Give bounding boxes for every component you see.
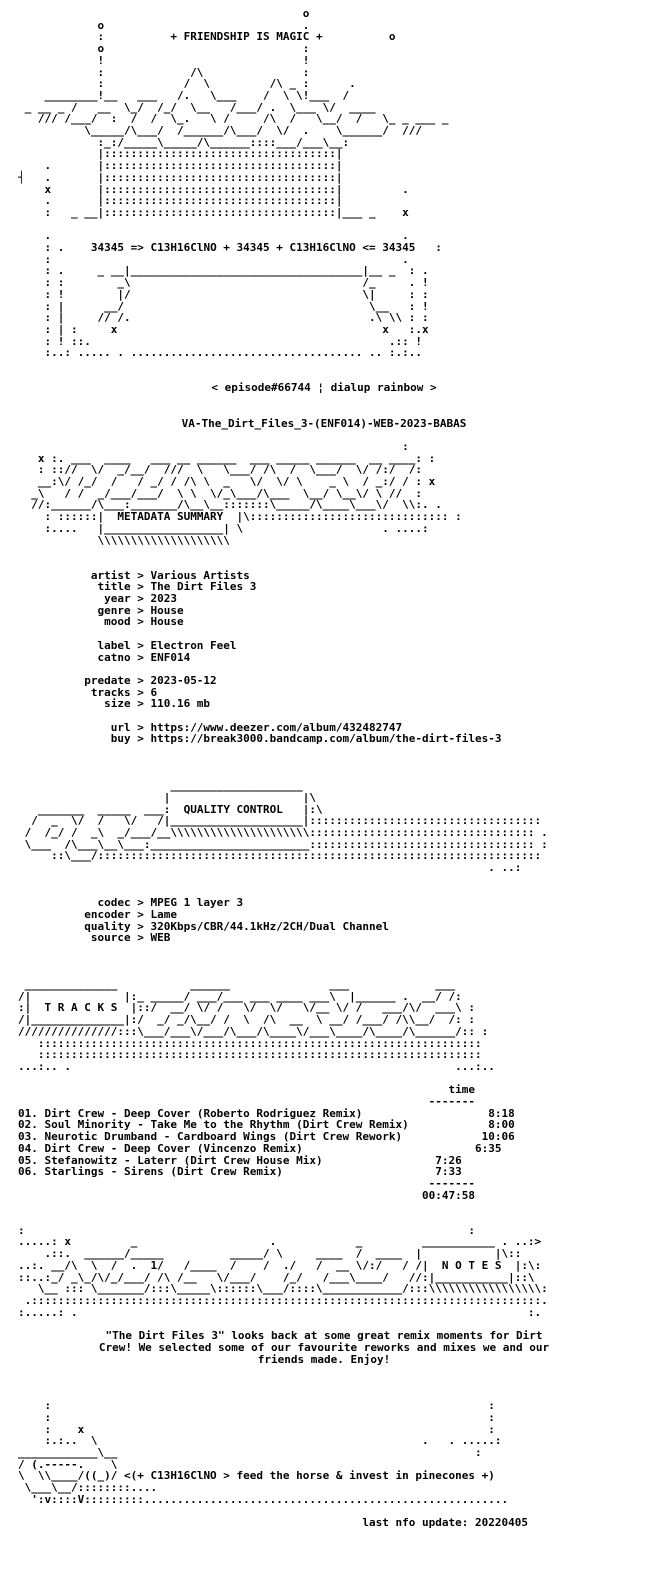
quality-section-title: QUALITY CONTROL	[183, 802, 283, 816]
quality-quality: 320Kbps/CBR/44.1kHz/2CH/Dual Channel	[150, 919, 389, 933]
track-5-title: Stefanowitz - Laterr (Dirt Crew House Mix)	[44, 1153, 323, 1167]
track-2-num: 02.	[18, 1118, 38, 1132]
tracks-section-title: T R A C K S	[44, 1001, 118, 1015]
track-1-time: 8:18	[488, 1106, 515, 1120]
track-4-time: 6:35	[474, 1141, 502, 1155]
notes-section-title: N O T E S	[441, 1258, 502, 1272]
track-4-num: 04.	[18, 1141, 38, 1155]
quality-codec: MPEG 1 layer 3	[150, 896, 244, 910]
meta-buy: https://break3000.bandcamp.com/album/the-dirt-files-3	[150, 732, 502, 746]
track-6-title: Starlings - Sirens (Dirt Crew Remix)	[44, 1165, 283, 1179]
meta-catno: ENF014	[150, 650, 191, 664]
track-2-title: Soul Minority - Take Me to the Rhythm (Dirt Crew Remix)	[44, 1118, 409, 1132]
track-6-time: 7:33	[435, 1165, 462, 1179]
meta-mood: House	[150, 615, 184, 629]
meta-title: The Dirt Files 3	[150, 580, 257, 594]
track-3-time: 10:06	[481, 1130, 515, 1144]
tracks-time-header: time	[448, 1083, 475, 1097]
footer-slogan: <(+ C13H16ClNO > feed the horse & invest in pinecones +)	[123, 1469, 495, 1483]
meta-size: 110.16 mb	[150, 697, 211, 711]
episode-line: < episode#66744 ¦ dialup rainbow >	[211, 381, 437, 395]
release-name: VA-The_Dirt_Files_3-(ENF014)-WEB-2023-BABAS	[181, 416, 467, 430]
metadata-section-title: METADATA SUMMARY	[117, 510, 224, 524]
meta-predate: 2023-05-12	[150, 673, 217, 687]
meta-url: https://www.deezer.com/album/432482747	[150, 720, 403, 734]
meta-artist: Various Artists	[150, 568, 250, 582]
tagline: + FRIENDSHIP IS MAGIC +	[170, 30, 323, 44]
notes-line-1: "The Dirt Files 3" looks back at some great remix moments for Dirt	[105, 1329, 543, 1343]
formula: 34345 => C13H16ClNO + 34345 + C13H16ClNO <= 34345	[90, 241, 416, 255]
last-update: last nfo update: 20220405	[362, 1516, 528, 1529]
track-3-num: 03.	[18, 1130, 38, 1144]
track-2-time: 8:00	[488, 1118, 515, 1132]
track-6-num: 06.	[18, 1165, 38, 1179]
track-4-title: Dirt Crew - Deep Cover (Vincenzo Remix)	[44, 1141, 303, 1155]
track-5-time: 7:26	[435, 1153, 462, 1167]
track-3-title: Neurotic Drumband - Cardboard Wings (Dirt Crew Rework)	[44, 1130, 403, 1144]
track-5-num: 05.	[18, 1153, 38, 1167]
track-1-num: 01.	[18, 1106, 38, 1120]
meta-label: Electron Feel	[150, 638, 237, 652]
tracks-total: 00:47:58	[421, 1188, 475, 1202]
meta-year: 2023	[150, 592, 177, 606]
notes-line-2: Crew! We selected some of our favourite reworks and mixes we and our	[98, 1340, 550, 1354]
quality-source: WEB	[150, 931, 171, 945]
notes-line-3: friends made. Enjoy!	[257, 1352, 391, 1366]
nfo-document: o o . : + FRIENDSHIP IS MAGIC + o o : ! ! : /\ : : / \ /\ _ : . ________!__ ___ /. \___ / \ \!___ / _ __ _ / __ \_/ /_/ \__ /___/ . \___ \/ ____ /// /___/ : / / \_. \ / /\ / \__/ / \_ _ ___ _ \_____/\___/ /______/\___/ \/ . \______/ /// :_:/_____\_____/\______::::___/___\__: |:::::::::::::::::::::::::::::::::::| . |:::::::::::::::::::::::::::::::::::| ┤ . |:::::::::::::::::::::::::::::::::::| x |:::::::::::::::::::::::::::::::::::| . . |:::::::::::::::::::::::::::::::::::| : _ __|:::::::::::::::::::::::::::::::::::|___ _ x . . : . 34345 => C13H16ClNO + 34345 + C13H16ClNO <= 34345 : : . : . _ __|___________________________________|__ _ : . : : _\ /_ . ! : ! |/ \| : : : | __/ \__ : ! : | // /. .\ \\ : : : | : x x :.x : ! ::. .:: ! :..: ..... . ................................... .. :.:.. < episode#66744 ¦ dialup rainbow > VA-The_Dirt_Files_3-(ENF014)-WEB-2023-BABAS : x :. ___ ____ ___ __ ______ ___ _____ ______ __ ____: : : ::// \/ _/__/ /// \ \___/ /\ / \___/ \/ /:/ /: __:\/ /_/ / / _/ / /\ \ _ \/ \/ \ _ \ / _:/ / : x _\ / / _/___/___/ \ \ \/_\___/\___ \__/ \__\/ \ // : //:______/\___:_______/\__\__:::::::\_____/\____\___\/ \\:. . : ::::::| METADATA SUMMARY |\:::::::::::::::::::::::::::::: : :.... |__________________| \ . ....: \\\\\\\\\\\\\\\\\\\\ artist > Various Artists title > The Dirt Files 3 year > 2023 genre > House mood > House label > Electron Feel catno > ENF014 predate > 2023-05-12 tracks > 6 size > 110.16 mb url > https://www.deezer.com/album/432482747 buy > https://break3000.bandcamp.com/album/the-dirt-files-3 ____________________ | |\ _______ _____ ___: QUALITY CONTROL |:\ / _ \/ / \/ /|____________________|::::::::::::::::::::::::::::::::::: / /_/ / _\ _/___/__\\\\\\\\\\\\\\\\\\\\\:::::::::::::::::::::::::::::::::: . \___ /\___\__\___:________________________:::::::::::::::::::::::::::::::::: : ::\___/::::::::::::::::::::::::::::::::::::::::::::::::::::::::::::::::::: . ..: codec > MPEG 1 layer 3 encoder > Lame quality > 320Kbps/CBR/44.1kHz/2CH/Dual Channel source > WEB ______________ ______ ___ ___ /| |:_ _____/ ___/___ ___ ____ ___\ |______ . __/ /: :| T R A C K S |::/ __/ \/ / \/ \/ \/__ \/ / ___/\/ ___\ : /|______________|:/ _/ _/\__/ / \ /\ __ \ __/ /___/ /\\__/ /: : ///////////////:::\___/___\/___/\___/\____\/___\____/\____/\______/:: : ::::::::::::::::::::::::::::::::::::::::::::::::::::::::::::::::::: ::::::::::::::::::::::::::::::::::::::::::::::::::::::::::::::::::: ...:.. . ...:.. time ------- 01. Dirt Crew - Deep Cover (Roberto Rodriguez Remix) 8:18 02. Soul Minority - Take Me to the Rhythm (Dirt Crew Remix) 8:00 03. Neurotic Drumband - Cardboard Wings (Dirt Crew Rework) 10:06 04. Dirt Crew - Deep Cover (Vincenzo Remix) 6:35 05. Stefanowitz - Laterr (Dirt Crew House Mix) 7:26 06. Starlings - Sirens (Dirt Crew Remix) 7:33 ------- 00:47:58 : : .....: x _ . _ ___________ . ..:> .::. ______/_____ _____/ \ ____ / ____ | |\:: ..:. __/\ \ / . 1/ /____ / / ./ / __ \/:/ / /| N O T E S |:\: ::..:_/ _\_/\/_/___/ /\ /__ \/___/ /_/ /___\____/ //:|___________|::\ \__ ::: \_______/:::\_____\::::::\___/::::\____________/:::\\\\\\\\\\\\\\\\\: .:::::::::::::::::::::::::::::::::::::::::::::::::::::::::::::::::::::::::::::. :.....: . :. "The Dirt Files 3" looks back at some great remix moments for Dirt Crew! We selected some of our favourite reworks and mixes we and our friends made. Enjoy! : : : : : x : :.:.. \ . . .....: ____________\__ : / (.-----. \ \ \\____/((_)/ <(+ C13H16ClNO > feed the horse & invest in pinecones +) \___\__/::::::::.... ':v::::V:::::::::....................................................... last nfo update: 20220405	[18, 8, 630, 1529]
meta-tracks: 6	[150, 685, 158, 699]
quality-encoder: Lame	[150, 907, 177, 921]
track-1-title: Dirt Crew - Deep Cover (Roberto Rodriguez Remix)	[44, 1106, 363, 1120]
meta-genre: House	[150, 603, 184, 617]
